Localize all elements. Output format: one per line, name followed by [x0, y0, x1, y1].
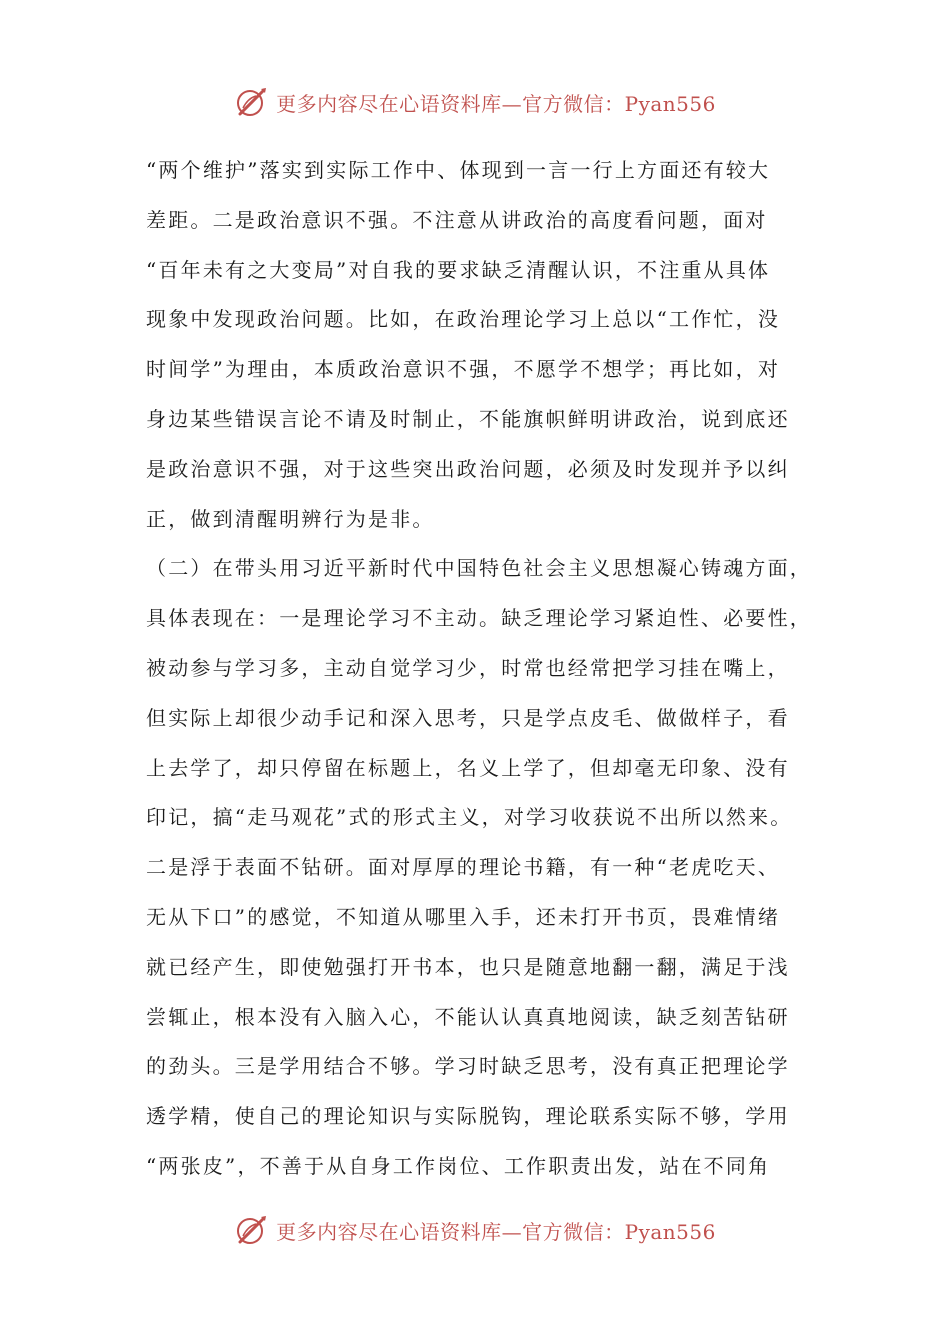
text-line: 差距。二是政治意识不强。不注意从讲政治的高度看问题，面对	[146, 207, 768, 232]
text-line: 就已经产生，即使勉强打开书本，也只是随意地翻一翻，满足于浅	[146, 954, 790, 979]
text-line: （二）在带头用习近平新时代中国特色社会主义思想凝心铸魂方面，	[146, 556, 812, 581]
text-line: 身边某些错误言论不请及时制止，不能旗帜鲜明讲政治，说到底还	[146, 406, 790, 431]
text-line: “百年未有之大变局”对自我的要求缺乏清醒认识，不注重从具体	[146, 257, 771, 282]
text-line: 透学精，使自己的理论知识与实际脱钩，理论联系实际不够，学用	[146, 1104, 790, 1129]
text-line: 但实际上却很少动手记和深入思考，只是学点皮毛、做做样子，看	[146, 705, 790, 730]
banner-text: 更多内容尽在心语资料库—官方微信：Pyan556	[276, 91, 716, 116]
text-line: 时间学”为理由，本质政治意识不强，不愿学不想学；再比如，对	[146, 357, 781, 382]
pen-logo-icon	[234, 84, 270, 120]
pen-logo-icon	[234, 1212, 270, 1248]
header-banner	[0, 80, 950, 124]
footer-banner	[0, 1208, 950, 1252]
text-line: 被动参与学习多，主动自觉学习少，时常也经常把学习挂在嘴上，	[146, 655, 790, 680]
text-line: 尝辄止，根本没有入脑入心，不能认认真真地阅读，缺乏刻苦钻研	[146, 1004, 790, 1029]
text-line: 现象中发现政治问题。比如，在政治理论学习上总以“工作忙，没	[146, 307, 781, 332]
text-line: 无从下口”的感觉，不知道从哪里入手，还未打开书页，畏难情绪	[146, 904, 781, 929]
banner-text: 更多内容尽在心语资料库—官方微信：Pyan556	[276, 1219, 716, 1244]
text-line: 是政治意识不强，对于这些突出政治问题，必须及时发现并予以纠	[146, 456, 790, 481]
text-line: 二是浮于表面不钻研。面对厚厚的理论书籍，有一种“老虎吃天、	[146, 855, 781, 880]
text-line: 具体表现在：一是理论学习不主动。缺乏理论学习紧迫性、必要性，	[146, 606, 812, 631]
text-line: “两个维护”落实到实际工作中、体现到一言一行上方面还有较大	[146, 158, 771, 182]
text-line: 正，做到清醒明辨行为是非。	[146, 506, 435, 531]
document-body	[146, 146, 826, 1192]
text-line: 印记，搞“走马观花”式的形式主义，对学习收获说不出所以然来。	[146, 805, 793, 830]
text-line: 上去学了，却只停留在标题上，名义上学了，但却毫无印象、没有	[146, 755, 790, 780]
text-line: “两张皮”，不善于从自身工作岗位、工作职责出发，站在不同角	[146, 1153, 771, 1178]
text-line: 的劲头。三是学用结合不够。学习时缺乏思考，没有真正把理论学	[146, 1054, 790, 1079]
